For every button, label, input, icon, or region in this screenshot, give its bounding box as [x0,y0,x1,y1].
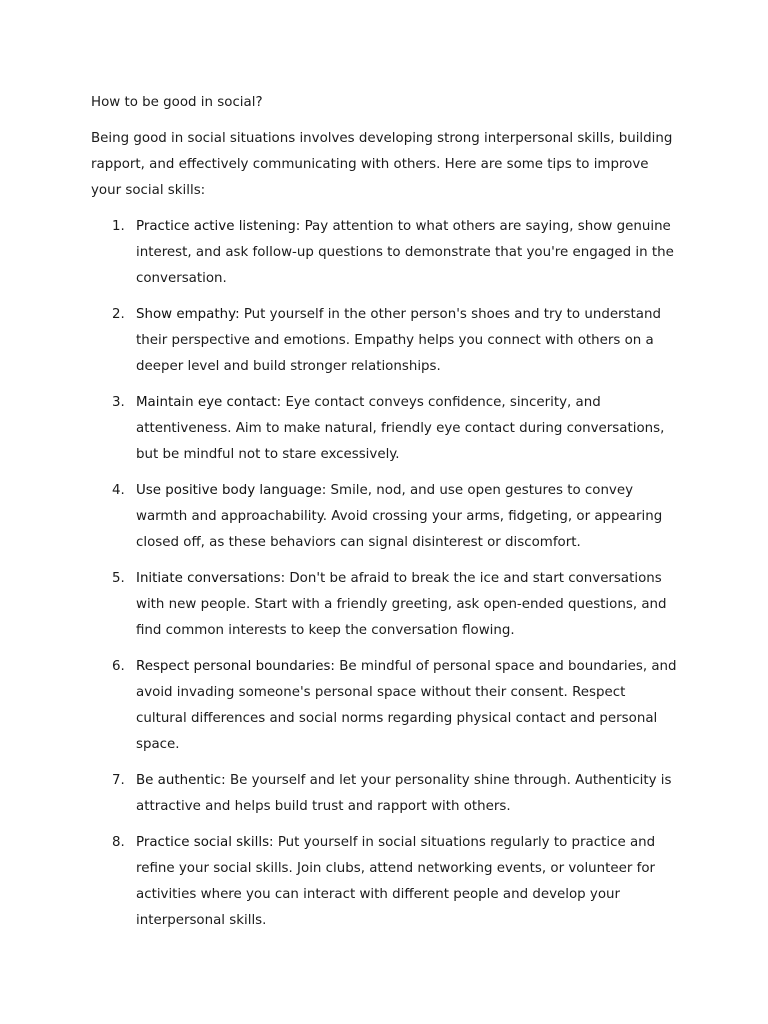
tip-text: Be mindful of personal space and boundaries, and avoid invading someone's personal space without their consent. Respect cultural differences and social norms regarding physical contact and personal space. [136,659,677,752]
tips-list [91,214,678,934]
question-text: How to be good in social? [91,95,263,110]
list-number: 5. [112,571,125,586]
list-item [91,302,678,380]
tip-heading: Initiate conversations: [136,571,290,586]
list-number: 2. [112,307,125,322]
tip-text: Put yourself in the other person's shoes and try to understand their perspective and emotions. Empathy helps you connect with others on a deeper level and build stronger relationships. [136,307,661,374]
list-number: 3. [112,395,125,410]
tip-heading: Practice active listening: [136,219,305,234]
tip-heading: Be authentic: [136,773,230,788]
list-item [91,566,678,644]
tip-heading: Use positive body language: [136,483,331,498]
list-number: 6. [112,659,125,674]
intro-paragraph: Being good in social situations involves developing strong interpersonal skills, building rapport, and effectively communicating with others. Here are some tips to improve your social skills: [91,131,673,198]
list-number: 1. [112,219,125,234]
tip-text: Smile, nod, and use open gestures to convey warmth and approachability. Avoid crossing your arms, fidgeting, or appearing closed off, as these behaviors can signal disinterest or discomfort. [136,483,663,550]
tip-heading: Respect personal boundaries: [136,659,340,674]
list-item [91,768,678,820]
list-item [91,830,678,934]
tip-text: Be yourself and let your personality shine through. Authenticity is attractive and helps build trust and rapport with others. [136,773,672,814]
list-item [91,214,678,292]
list-number: 4. [112,483,125,498]
tip-heading: Show empathy: [136,307,244,322]
tip-text: Eye contact conveys confidence, sincerity, and attentiveness. Aim to make natural, friendly eye contact during conversations, but be mindful not to stare excessively. [136,395,665,462]
tip-text: Put yourself in social situations regularly to practice and refine your social skills. Join clubs, attend networking events, or volunteer for activities where you can interact with different people and develop your interpersonal skills. [136,835,656,928]
list-number: 8. [112,835,125,850]
tip-text: Don't be afraid to break the ice and start conversations with new people. Start with a friendly greeting, ask open-ended questions, and find common interests to keep the conversation flowing. [136,571,667,638]
tip-heading: Maintain eye contact: [136,395,286,410]
list-item [91,390,678,468]
list-item [91,478,678,556]
tip-heading: Practice social skills: [136,835,278,850]
tip-text: Pay attention to what others are saying, show genuine interest, and ask follow-up questions to demonstrate that you're engaged in the conversation. [136,219,674,286]
list-number: 7. [112,773,125,788]
list-item [91,654,678,758]
